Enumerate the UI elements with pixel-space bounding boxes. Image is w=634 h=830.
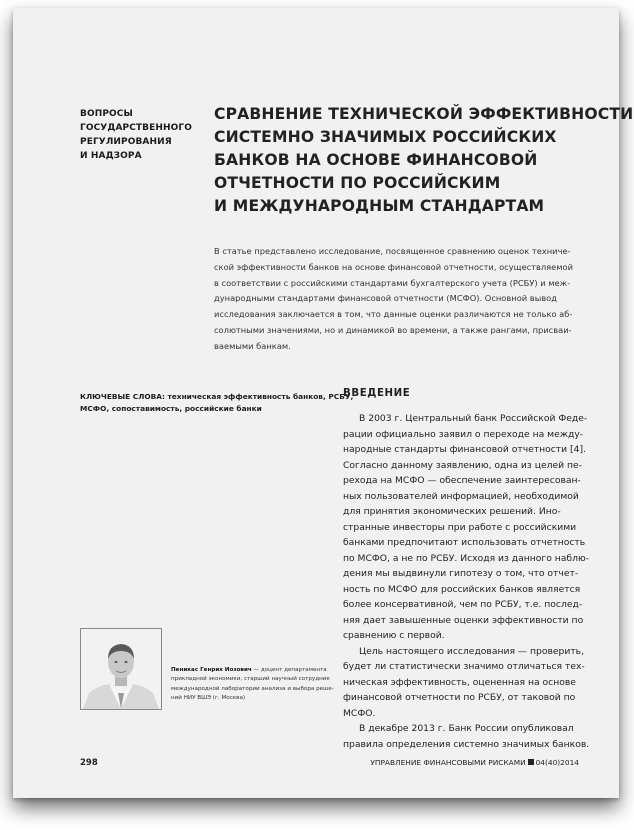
- author-line: международной лаборатории анализа и выбора реше-: [171, 685, 334, 692]
- body-line: ных пользователей информацией, необходимой: [343, 490, 579, 502]
- body-line: банками предпочитают использовать отчетность: [343, 537, 586, 548]
- introduction-heading: ВВЕДЕНИЕ: [343, 388, 411, 399]
- journal-page: [13, 8, 634, 798]
- body-line: правила определения системно значимых банков.: [343, 738, 590, 750]
- body-line: ническая эффективность, оцененная на основе: [343, 676, 576, 688]
- body-line: дения мы выдвинули гипотезу о том, что отчет-: [343, 568, 579, 579]
- section-label-line: ГОСУДАРСТВЕННОГО: [80, 123, 192, 133]
- author-name: Пеникас Генрих Иозович: [171, 667, 252, 673]
- author-info: [171, 666, 341, 704]
- section-label-line: ВОПРОСЫ: [80, 109, 133, 119]
- body-line: народные стандарты финансовой отчетности [4].: [343, 444, 586, 455]
- section-label-line: И НАДЗОРА: [80, 151, 142, 161]
- body-line: Цель настоящего исследования — проверить,: [359, 645, 585, 657]
- body-line: няя дает завышенные оценки эффективности по: [343, 614, 584, 626]
- author-line: [171, 666, 341, 675]
- body-text: [343, 411, 605, 752]
- body-line: В 2003 г. Центральный банк Российской Феде-: [359, 413, 588, 424]
- author-position: — доцент департамента: [251, 667, 327, 673]
- running-footer: [370, 758, 579, 767]
- section-label: [80, 107, 200, 163]
- abstract-line: дународными стандартами финансовой отчетности (МСФО). Основной вывод: [214, 293, 557, 304]
- body-line: сравнению с первой.: [343, 630, 445, 641]
- body-line: будет ли статистически значимо отличаться тех-: [343, 661, 585, 672]
- body-line: странные инвесторы при работе с российскими: [343, 521, 577, 533]
- body-line: МСФО.: [343, 707, 376, 719]
- author-line: ний НИУ ВШЭ (г. Москва): [171, 695, 246, 702]
- body-line: финансовой отчетности по РСБУ, от таковой по: [343, 692, 576, 703]
- body-line: рехода на МСФО — обеспечение заинтересован-: [343, 475, 581, 486]
- body-line: Согласно данному заявлению, одна из целей пе-: [343, 459, 583, 471]
- title-line: И МЕЖДУНАРОДНЫМ СТАНДАРТАМ: [214, 197, 545, 215]
- body-line: рации официально заявил о переходе на между-: [343, 428, 584, 440]
- abstract-line: ваемыми банкам.: [214, 340, 291, 351]
- title-line: ОТЧЕТНОСТИ ПО РОССИЙСКИМ: [214, 174, 501, 192]
- body-line: более консервативной, чем по РСБУ, т.е. послед-: [343, 599, 583, 610]
- body-line: по МСФО, а не по РСБУ. Исходя из данного наблю-: [343, 552, 590, 564]
- title-line: БАНКОВ НА ОСНОВЕ ФИНАНСОВОЙ: [214, 151, 538, 169]
- abstract-line: В статье представлено исследование, посвященное сравнению оценок техниче-: [214, 246, 571, 256]
- page-number: 298: [80, 758, 98, 768]
- body-line: ность по МСФО для российских банков является: [343, 583, 581, 595]
- body-line: В декабре 2013 г. Банк России опубликовал: [359, 723, 574, 734]
- abstract: [214, 244, 594, 355]
- keywords-line: МСФО, сопоставимость, российские банки: [80, 404, 262, 413]
- abstract-line: в соответствии с российскими стандартами бухгалтерского учета (РСБУ) и меж-: [214, 277, 571, 288]
- keywords-line: КЛЮЧЕВЫЕ СЛОВА: техническая эффективность банков, РСБУ,: [80, 392, 354, 401]
- author-photo: [80, 628, 162, 710]
- author-line: прикладной экономики, старший научный сотрудник: [171, 676, 330, 683]
- author-portrait-image: [81, 629, 161, 709]
- journal-name: УПРАВЛЕНИЕ ФИНАНСОВЫМИ РИСКАМИ: [370, 758, 526, 767]
- square-separator-icon: [528, 759, 534, 765]
- title-line: СИСТЕМНО ЗНАЧИМЫХ РОССИЙСКИХ: [214, 128, 557, 146]
- body-line: для принятия экономических решений. Ино-: [343, 506, 561, 517]
- abstract-line: ской эффективности банков на основе финансовой отчетности, осуществляемой: [214, 261, 573, 272]
- keywords: [80, 391, 354, 415]
- issue-number: 04(40)2014: [535, 758, 579, 767]
- abstract-line: солютными значениями, но и динамикой во времени, а также рангами, присваи-: [214, 324, 572, 335]
- section-label-line: РЕГУЛИРОВАНИЯ: [80, 137, 172, 147]
- title-line: СРАВНЕНИЕ ТЕХНИЧЕСКОЙ ЭФФЕКТИВНОСТИ: [214, 105, 634, 123]
- article-title: [214, 103, 634, 218]
- abstract-line: исследования заключается в том, что данные оценки различаются не только аб-: [214, 309, 573, 320]
